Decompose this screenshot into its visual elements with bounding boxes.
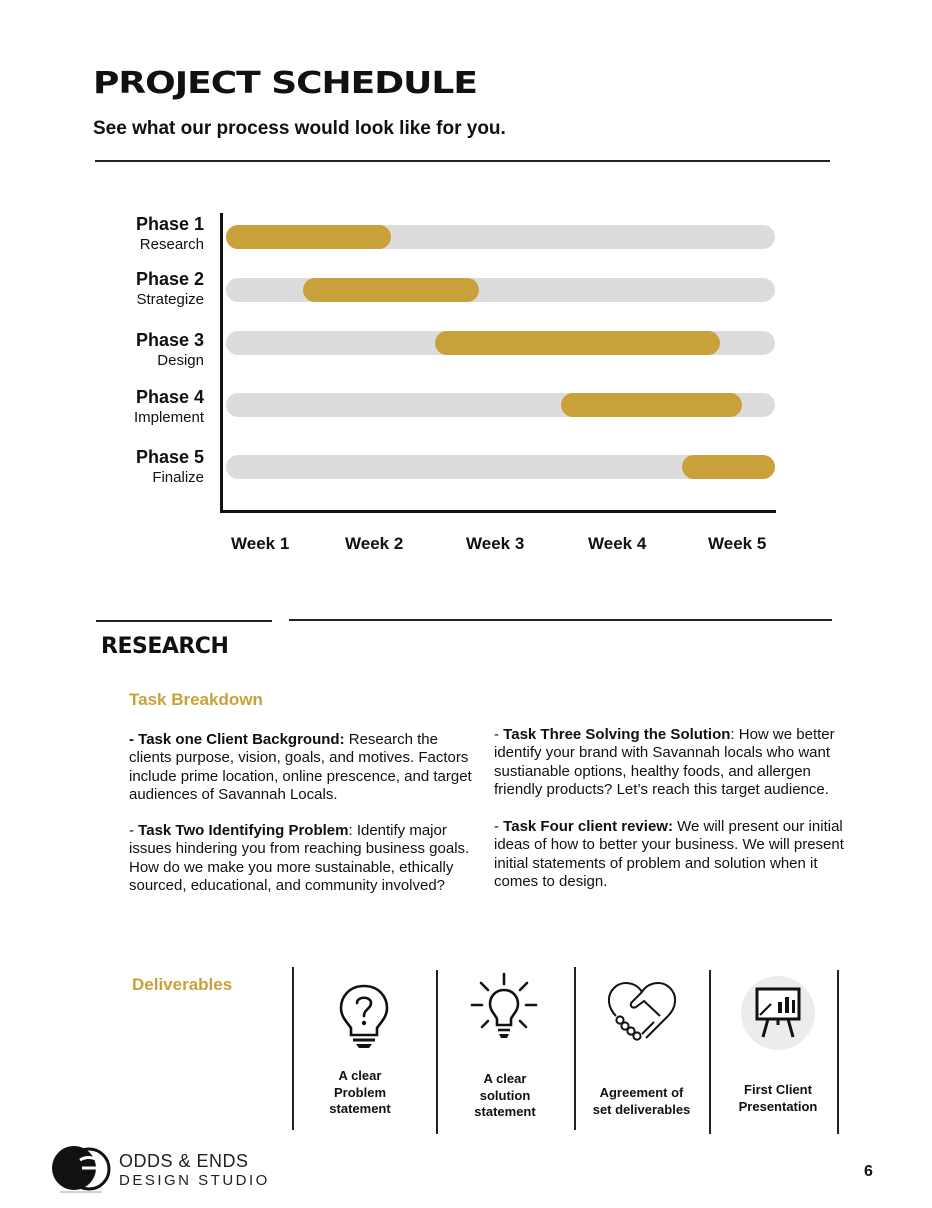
phase-label: Research: [139, 236, 204, 253]
phase-label: Finalize: [152, 469, 204, 486]
chart-x-axis: [220, 510, 776, 513]
task-two-title: Task Two Identifying Problem: [138, 822, 349, 839]
chart-y-axis: [220, 213, 223, 513]
phase-bar: [682, 455, 775, 479]
lightbulb-question-icon: [334, 983, 394, 1049]
deliverable-problem-statement: [294, 975, 436, 1125]
odds-ends-logo-icon: [50, 1144, 114, 1194]
task-one-body: Research the clients purpose, vision, goals, and motives. Factors include prime location, online prescence, and target audiences of Savannah Locals.: [129, 731, 472, 803]
deliverable-label-2: A clear solution statement: [474, 1071, 536, 1119]
phase-label: Strategize: [136, 291, 204, 308]
deliverable-label-3: Agreement of set deliverables: [592, 1085, 691, 1117]
task-one-title: - Task one Client Background:: [129, 731, 345, 748]
task-one: [129, 731, 481, 804]
task-two-body: : Identify major issues hindering you from reaching business goals. How do we make you more sustainable, ethically sourced, educational, and community involved?: [129, 822, 470, 894]
task-breakdown-heading: Task Breakdown: [129, 690, 263, 709]
task-three-title: Task Three Solving the Solution: [503, 726, 731, 743]
task-three-prefix: -: [494, 726, 504, 743]
presentation-board-icon: [740, 975, 816, 1051]
phase-name: Phase 2: [135, 269, 204, 289]
phase-label: Design: [157, 352, 204, 369]
deliverable-label-1: A clear Problem statement: [329, 1068, 391, 1116]
deliverables-heading: Deliverables: [132, 975, 233, 994]
task-three-body: : How we better identify your brand with Savannah locals who want sustianable options, healthy foods, and allergen friendly products? Let’s reach this target audience.: [494, 726, 835, 798]
page-subtitle: See what our process would look like for you.: [93, 118, 506, 139]
page-number: 6: [864, 1163, 873, 1180]
task-four: [494, 818, 846, 891]
task-three: [494, 726, 846, 799]
deliverable-agreement: [576, 970, 709, 1120]
heart-handshake-icon: [606, 978, 678, 1044]
phase-name: Phase 4: [135, 387, 204, 407]
phase-name: Phase 1: [135, 214, 204, 234]
phase-bar: [561, 393, 742, 417]
logo-name: ODDS & ENDS: [119, 1151, 249, 1171]
deliverable-label-4: First Client Presentation: [738, 1082, 818, 1114]
deliverable-solution-statement: [438, 970, 574, 1120]
week-label: Week 4: [588, 534, 647, 553]
phase-bar: [435, 331, 720, 355]
page-title: PROJECT SCHEDULE: [93, 66, 477, 101]
task-two: [129, 822, 481, 895]
lightbulb-idea-icon: [470, 972, 538, 1044]
phase-bar: [226, 225, 391, 249]
week-label: Week 1: [231, 534, 290, 553]
research-divider-right: [289, 619, 832, 621]
schedule-chart: [0, 0, 932, 600]
deliverable-presentation: [711, 970, 837, 1120]
phase-name: Phase 5: [135, 447, 204, 467]
logo-tagline: DESIGN STUDIO: [119, 1172, 270, 1189]
task-two-prefix: -: [129, 822, 139, 839]
phase-name: Phase 3: [135, 330, 204, 350]
research-divider-left: [96, 620, 272, 622]
task-four-body: We will present our initial ideas of how to better your business. We will present initial statements of problem and solution when it comes to design.: [494, 818, 844, 890]
task-four-prefix: -: [494, 818, 504, 835]
phase-bar: [303, 278, 479, 302]
week-label: Week 3: [466, 534, 525, 553]
week-label: Week 2: [345, 534, 404, 553]
task-four-title: Task Four client review:: [503, 818, 673, 835]
week-label: Week 5: [708, 534, 767, 553]
research-title: RESEARCH: [101, 634, 229, 659]
phase-label: Implement: [133, 409, 204, 426]
